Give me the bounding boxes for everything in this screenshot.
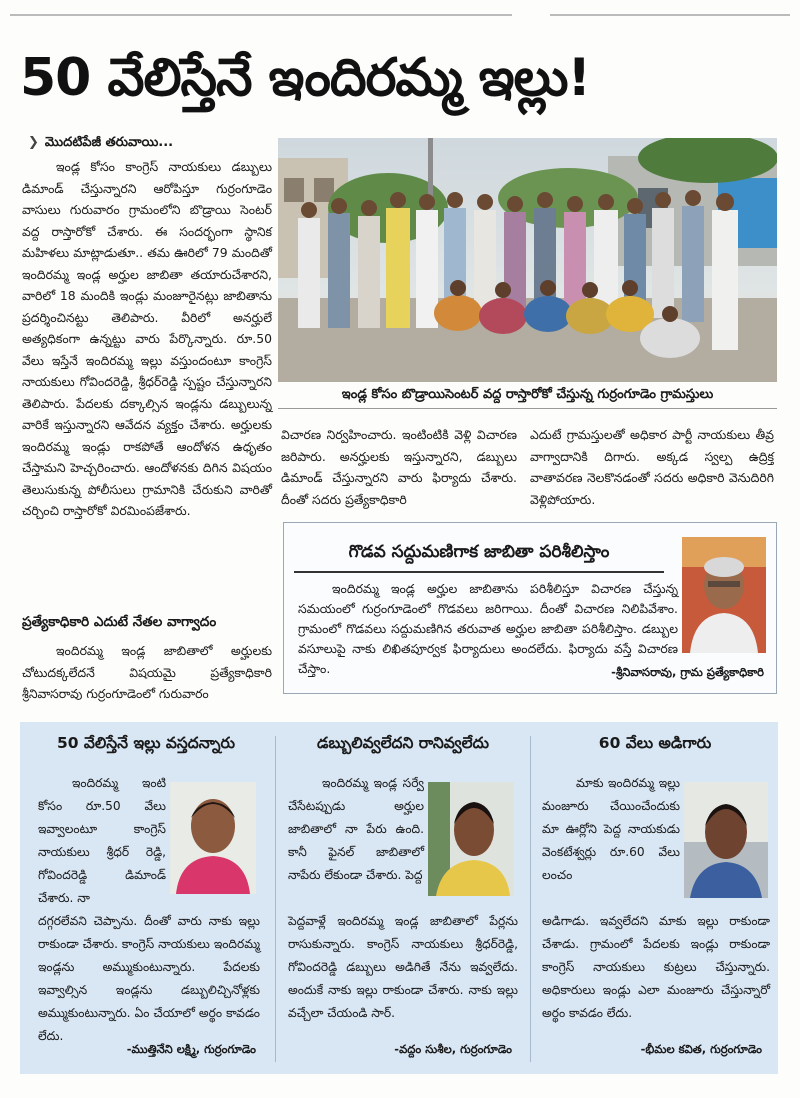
opinion-lead <box>288 772 424 887</box>
opinion-text: పెద్దవాళ్లే ఇందిరమ్మ ఇండ్ల జాబితాలో పేర్లను రాసుకున్నారు. కాంగ్రెస్ నాయకులు శ్రీధర్‌రెడ్డి, గోవిందరెడ్డి డబ్బులు అడిగితే నేను ఇవ్వలేదు. అందుకే నాకు ఇల్లు రాకుండా చేశారు. నాకు ఇల్లు వచ్చేలా చేయండి సార్. <box>288 914 518 1020</box>
opinion-1 <box>20 722 272 1074</box>
official-statement-signature: -శ్రీనివాసరావు, గ్రామ ప్రత్యేకాధికారి <box>611 665 764 679</box>
opinion-title: 60 వేలు అడిగారు <box>598 734 712 752</box>
official-statement-box <box>283 522 777 694</box>
protest-photo-image <box>278 138 777 382</box>
headline: 50 వేలిస్తేనే ఇందిరమ్మ ఇల్లు! <box>20 48 591 108</box>
column-divider <box>530 736 531 1062</box>
continued-label-text: మొదటిపేజీ తరువాయి... <box>44 135 174 150</box>
article-paragraph: విచారణ నిర్వహించారు. ఇంటింటికి వెళ్లి విచారణ జరిపారు. అనర్హులకు ఇస్తున్నారని, డబ్బులు డిమాండ్ చేస్తున్నారని వారు ఫిర్యాదు చేశారు. దీంతో సదరు ప్రత్యేకాధికారి <box>281 427 517 507</box>
continued-label <box>28 135 173 153</box>
opinion-text: ఇందిరమ్మ ఇంటి కోసం రూ.50 వేలు ఇవ్వాలంటూ కాంగ్రెస్ నాయకులు శ్రీధర్ రెడ్డి, గోవిందరెడ్డి డిమాండ్ చేశారు. నా <box>38 776 166 905</box>
chevron-right-icon: ❯ <box>28 135 39 150</box>
opinion-signature: -ముత్తినేని లక్ష్మి, గుర్రంగూడెం <box>126 1042 256 1056</box>
opinion-title: డబ్బులివ్వలేదని రానివ్వలేదు <box>317 734 489 752</box>
article-paragraph: ఇండ్ల కోసం కాంగ్రెస్ నాయకులు డబ్బులు డిమాండ్ చేస్తున్నారని ఆరోపిస్తూ గుర్రంగూడెం వాసులు గురువారం గ్రామంలోని బొడ్రాయి సెంటర్ వద్ద రాస్తారోకో చేశారు. ఈ సందర్భంగా స్థానిక మహిళలు మాట్లాడుతూ.. తమ ఊరిలో 79 మందితో ఇందిరమ్మ ఇండ్ల అర్హుల జాబితా తయారుచేశారని, వారిలో 18 మందికి ఇండ్లు మంజూరైనట్లు జాబితాను ప్రదర్శించినట్టు తెలిపారు. వీరిలో అనర్హులే అత్యధికంగా ఉన్నట్టు వారు పేర్కొన్నారు. రూ.50 వేలు ఇస్తేనే ఇందిరమ్మ ఇల్లు వస్తుందంటూ కాంగ్రెస్ నాయకులు గోవిందరెడ్డి, శ్రీధర్‌రెడ్డి స్పష్టం చేస్తున్నారని తెలిపారు. పేదలకు దక్కాల్సిన ఇండ్లను డబ్బులున్న వారికే ఇస్తున్నారని ఆవేదన వ్యక్తం చేశారు. అర్హులకు ఇందిరమ్మ ఇండ్లు రాకపోతే ఆందోళన ఉధృతం చేస్తామని హెచ్చరించారు. ఆందోళనకు దిగిన విషయం తెలుసుకున్న పోలీసులు గ్రామానికి చేరుకుని వారితో చర్చించి రాస్తారోకో విరమింపజేశారు. <box>22 159 272 518</box>
opinion-2 <box>278 722 528 1074</box>
article-column-1 <box>22 156 272 522</box>
official-statement-body <box>298 579 678 679</box>
protest-photo <box>278 138 777 382</box>
top-rule-left <box>10 14 512 16</box>
article-column-3 <box>530 424 774 510</box>
opinion-lead <box>38 772 166 910</box>
sub-heading: ప్రత్యేకాధికారి ఎదుటే నేతల వాగ్వాదం <box>22 614 217 630</box>
article-column-1-continued <box>22 640 272 705</box>
opinion-signature: -భీమల కవిత, గుర్రంగూడెం <box>640 1042 762 1056</box>
official-portrait <box>682 537 766 653</box>
opinion-signature: -వద్దం సుశీల, గుర్రంగూడెం <box>394 1042 512 1056</box>
top-rule-right <box>550 14 790 16</box>
opinion-text: దగ్గరలేవని చెప్పాను. దీంతో వారు నాకు ఇల్లు రాకుండా చేశారు. కాంగ్రెస్ నాయకులు ఇందిరమ్మ ఇండ్లను అమ్ముకుంటున్నారు. పేదలకు ఇవ్వాల్సిన ఇండ్లను డబ్బులిచ్చినోళ్లకు అమ్ముకుంటున్నారు. ఏం చేయాలో అర్థం కావడం లేదు. <box>38 914 260 1043</box>
opinion-2-portrait <box>428 782 514 896</box>
opinion-3 <box>532 722 778 1074</box>
opinion-3-portrait <box>684 782 768 898</box>
opinion-lead <box>542 772 680 887</box>
column-divider <box>275 736 276 1062</box>
photo-caption: ఇండ్ల కోసం బొడ్రాయిసెంటర్ వద్ద రాస్తారోకో చేస్తున్న గుర్రంగూడెం గ్రామస్తులు <box>278 382 777 409</box>
opinion-text: అడిగాడు. ఇవ్వలేదని మాకు ఇల్లు రాకుండా చేశాడు. గ్రామంలో పేదలకు ఇండ్లు రాకుండా కాంగ్రెస్ నాయకులు కుట్రలు చేస్తున్నారు. అధికారులు ఇండ్లు ఎలా మంజూరు చేస్తున్నారో అర్థం కావడం లేదు. <box>542 914 770 1020</box>
article-paragraph: ఇందిరమ్మ ఇండ్ల జాబితాలో అర్హులకు చోటుదక్కలేదనే విషయమై ప్రత్యేకాధికారి శ్రీనివాసరావు గుర్రంగూడెంలో గురువారం <box>22 643 272 701</box>
official-statement-text: ఇందిరమ్మ ఇండ్ల అర్హుల జాబితాను పరిశీలిస్తూ విచారణ చేస్తున్న సమయంలో గుర్రంగూడెంలో గొడవలు జరిగాయి. దీంతో విచారణ నిలిపివేశాం. గ్రామంలో గొడవలు సద్దుమణిగిన తరువాత అర్హుల జాబితా పరిశీలిస్తాం. డబ్బుల వసూలుపై నాకు లిఖితపూర్వక ఫిర్యాదులు అందలేదు. ఫిర్యాదు వస్తే విచారణ చేస్తాం. <box>298 581 678 676</box>
opinions-panel <box>20 722 778 1074</box>
opinion-title: 50 వేలిస్తేనే ఇల్లు వస్తదన్నారు <box>56 734 236 752</box>
article-column-2 <box>281 424 517 510</box>
opinion-text: ఇందిరమ్మ ఇండ్ల సర్వే చేసేటప్పుడు అర్హుల జాబితాలో నా పేరు ఉంది. కానీ ఫైనల్ జాబితాలో నాపేరు లేకుండా చేశారు. పెద్ద <box>288 776 424 882</box>
official-statement-title: గొడవ సద్దుమణిగాక జాబితా పరిశీలిస్తాం <box>294 533 664 573</box>
opinion-text: మాకు ఇందిరమ్మ ఇల్లు మంజూరు చేయించేందుకు మా ఊర్లోని పెద్ద నాయకుడు వెంకటేశ్వర్లు రూ.60 వేలు లంచం <box>542 776 680 882</box>
opinion-1-portrait <box>170 782 256 894</box>
article-paragraph: ఎదుటే గ్రామస్తులతో అధికార పార్టీ నాయకులు తీవ్ర వాగ్వాదానికి దిగారు. అక్కడ స్వల్ప ఉద్రిక్త వాతావరణ నెలకొనడంతో సదరు అధికారి వెనుదిరిగి వెళ్లిపోయారు. <box>530 427 774 507</box>
opinion-rest <box>288 910 518 1025</box>
opinion-rest <box>38 910 260 1048</box>
opinion-rest <box>542 910 770 1025</box>
